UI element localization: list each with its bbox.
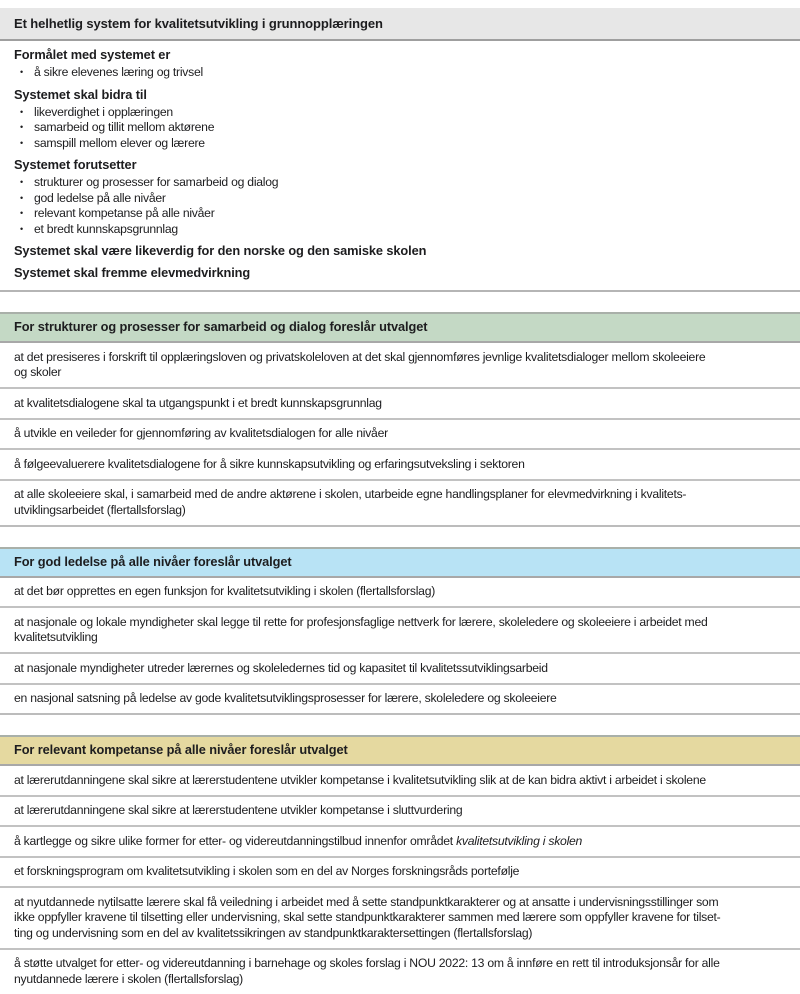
bullet-item: [14, 120, 786, 136]
bullet-icon: •: [20, 177, 23, 187]
section-header: For strukturer og prosesser for samarbeid og dialog foreslår utvalget: [0, 312, 800, 343]
proposal-row: [0, 418, 800, 449]
row-line: at lærerutdanningene skal sikre at lærerstudentene utvikler kompetanse i kvalitetsutvikling slik at de kan bidra aktivt i arbeidet i skolene: [14, 772, 706, 787]
figure-title: Et helhetlig system for kvalitetsutvikling i grunnopplæringen: [14, 16, 383, 31]
bullet-list: [14, 175, 786, 237]
row-line: at nasjonale myndigheter utreder lærernes og skoleledernes tid og kapasitet til kvalitetssutviklingsarbeid: [14, 660, 548, 675]
row-line: at nasjonale og lokale myndigheter skal legge til rette for profesjonsfaglige nettverk for lærere, skoleledere og skoleeiere i arbeidet med: [14, 614, 708, 629]
row-line: en nasjonal satsning på ledelse av gode kvalitetsutviklingsprosesser for lærere, skoleledere og skoleeiere: [14, 691, 557, 705]
bullet-item: [14, 105, 786, 121]
bullet-icon: •: [20, 67, 23, 77]
intro-heading: Systemet forutsetter: [14, 157, 137, 172]
bullet-item: [14, 206, 786, 222]
section-competence: [0, 735, 800, 994]
bullet-icon: •: [20, 208, 23, 218]
row-line: å utvikle en veileder for gjennomføring av kvalitetsdialogen for alle nivåer: [14, 426, 388, 440]
bullet-text: relevant kompetanse på alle nivåer: [34, 206, 215, 220]
bullet-text: et bredt kunnskapsgrunnlag: [34, 221, 178, 236]
row-line: at det presiseres i forskrift til opplæringsloven og privatskoleloven at det skal gjennomføres jevnlige kvalitetsdialoger mellom skoleeiere: [14, 349, 706, 364]
row-line: at alle skoleeiere skal, i samarbeid med de andre aktørene i skolen, utarbeide egne handlingsplaner for elevmedvirkning i kvalitets-: [14, 487, 687, 501]
bullet-item: [14, 65, 786, 81]
bullet-text: samspill mellom elever og lærere: [34, 135, 205, 150]
figure-title-bar: [0, 8, 800, 41]
proposal-row: [0, 387, 800, 418]
intro-section: [0, 41, 800, 292]
proposal-row: [0, 766, 800, 795]
row-line: og skoler: [14, 365, 62, 379]
bullet-icon: •: [20, 137, 23, 148]
proposal-row: [0, 825, 800, 856]
row-line: ting og undervisning som en del av kvalitetssikringen av standpunktkaraktersettingen (flertallsforslag): [14, 925, 533, 940]
row-line: et forskningsprogram om kvalitetsutvikling i skolen som en del av Norges forskningsråds portefølje: [14, 864, 520, 878]
intro-heading: Systemet skal fremme elevmedvirkning: [14, 265, 251, 280]
row-line: å støtte utvalget for etter- og videreutdanning i barnehage og skoles forslag i NOU 2022: 13 om å innføre en rett til introduksjonsår for alle: [14, 956, 720, 970]
proposal-row: [0, 606, 800, 652]
proposal-row: [0, 343, 800, 387]
bullet-text: god ledelse på alle nivåer: [34, 190, 166, 205]
proposal-row: [0, 652, 800, 683]
proposal-row: [0, 886, 800, 948]
bullet-list: [14, 65, 786, 81]
row-line: at nyutdannede nytilsatte lærere skal få veiledning i arbeidet med å sette standpunktkarakterer og at ansatte i undervisningsstillinger som: [14, 894, 719, 909]
bullet-icon: •: [20, 122, 23, 132]
row-text-italic: kvalitetsutvikling i skolen: [456, 833, 583, 848]
row-line: at lærerutdanningene skal sikre at lærerstudentene utvikler kompetanse i sluttvurdering: [14, 803, 463, 817]
section-leadership: [0, 547, 800, 716]
bullet-icon: •: [20, 192, 23, 203]
section-header: For god ledelse på alle nivåer foreslår utvalget: [0, 547, 800, 578]
row-line: at kvalitetsdialogene skal ta utgangspunkt i et bredt kunnskapsgrunnlag: [14, 395, 382, 410]
bullet-item: [14, 175, 786, 191]
proposal-row: [0, 578, 800, 607]
bullet-item: [14, 191, 786, 207]
row-line: å følgeevaluerere kvalitetsdialogene for å sikre kunnskapsutvikling og erfaringsutveksling i sektoren: [14, 456, 525, 471]
proposal-row: [0, 795, 800, 826]
row-line: kvalitetsutvikling: [14, 630, 98, 644]
bullet-text: strukturer og prosesser for samarbeid og dialog: [34, 175, 279, 189]
row-line: ikke oppfyller kravene til tilsetting eller undervisning, skal sette standpunktkarakterer sammen med lærere som oppfyller kravene for tilset-: [14, 910, 721, 924]
bullet-item: [14, 222, 786, 238]
bullet-item: [14, 136, 786, 152]
intro-heading: Systemet skal være likeverdig for den norske og den samiske skolen: [14, 243, 427, 258]
bullet-text: samarbeid og tillit mellom aktørene: [34, 120, 215, 134]
section-structures-processes: [0, 312, 800, 527]
row-line: at det bør opprettes en egen funksjon for kvalitetsutvikling i skolen (flertallsforslag): [14, 584, 436, 598]
proposal-row: [0, 856, 800, 887]
proposal-row: [0, 479, 800, 525]
proposal-row: [0, 683, 800, 714]
proposal-row: [0, 948, 800, 994]
bullet-text: å sikre elevenes læring og trivsel: [34, 65, 203, 79]
row-line: utviklingsarbeidet (flertallsforslag): [14, 502, 186, 517]
row-line: [14, 834, 786, 850]
row-line: nyutdannede lærere i skolen (flertallsforslag): [14, 971, 243, 986]
bullet-text: likeverdighet i opplæringen: [34, 104, 173, 119]
bullet-icon: •: [20, 223, 23, 234]
proposal-row: [0, 448, 800, 479]
figure-page: [0, 8, 800, 984]
intro-heading: Formålet med systemet er: [14, 47, 171, 62]
row-text: å kartlegge og sikre ulike former for etter- og videreutdanningstilbud innenfor området: [14, 833, 457, 848]
bullet-icon: •: [20, 106, 23, 117]
bullet-list: [14, 105, 786, 152]
intro-heading: Systemet skal bidra til: [14, 86, 147, 102]
section-header: For relevant kompetanse på alle nivåer foreslår utvalget: [0, 735, 800, 766]
